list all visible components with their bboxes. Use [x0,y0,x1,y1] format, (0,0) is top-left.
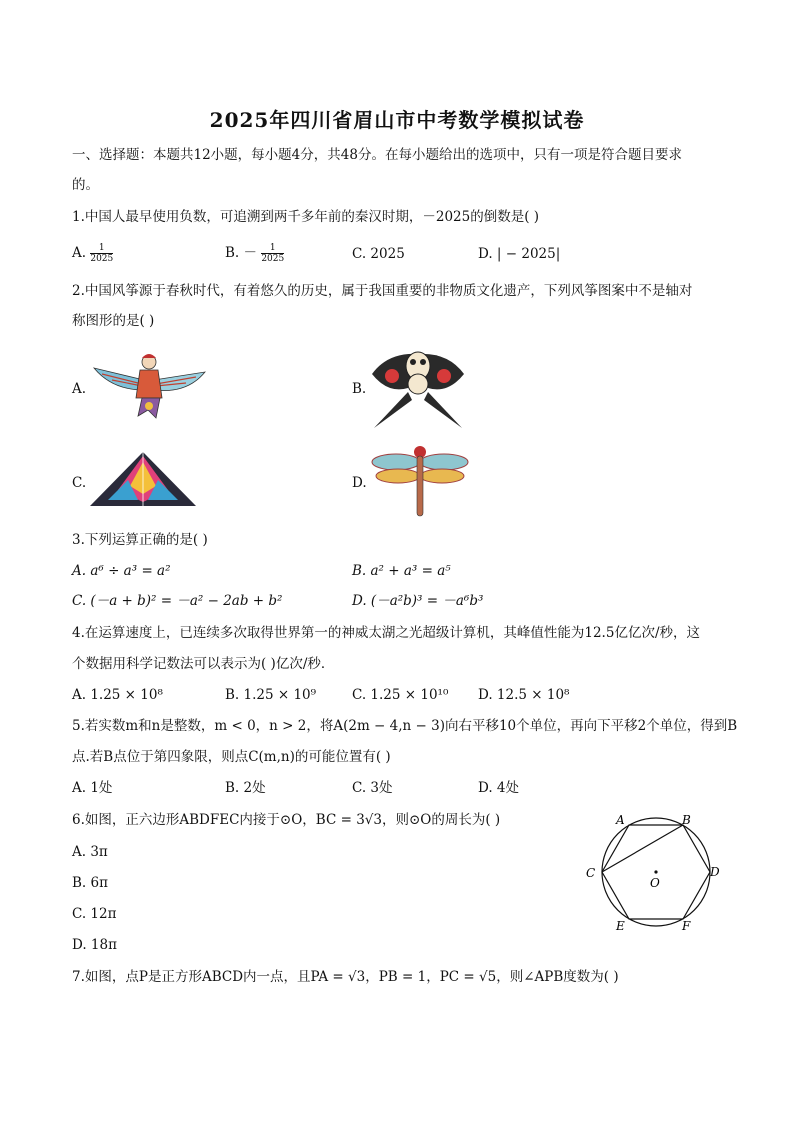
kite-figure-b-image [368,344,468,432]
q1-option-b-fraction [261,243,284,264]
q1-option-a [72,243,113,264]
q4-option-c: C. 1.25 × 10¹⁰ [352,687,449,703]
center-point [654,870,657,873]
section-instruction-line1: 一、选择题：本题共12小题，每小题4分，共48分。在每小题给出的选项中，只有一项是符合题目要求 [72,147,682,163]
q1-option-a-label: A. [72,245,87,261]
q1-a-denominator: 2025 [90,254,114,264]
q1-option-d: D. | − 2025| [478,246,561,262]
q4-stem-line1: 4.在运算速度上，已连续多次取得世界第一的神威太湖之光超级计算机，其峰值性能为12.5亿亿次/秒，这 [72,625,700,641]
kite-figure-c-image [88,450,198,510]
q2-option-a-label: A. [72,381,87,397]
q4-option-b: B. 1.25 × 10⁹ [225,687,317,703]
label-o: O [650,876,660,890]
q3-stem: 3.下列运算正确的是( ) [72,532,208,548]
q6-option-b: B. 6π [72,875,108,891]
q1-b-numerator: 1 [261,243,284,254]
q1-a-numerator: 1 [90,243,113,254]
q5-option-d: D. 4处 [478,780,520,796]
q4-option-d: D. 12.5 × 10⁸ [478,687,570,703]
q1-option-c: C. 2025 [352,246,405,262]
label-c: C [586,866,596,880]
q2-option-d-label: D. [352,475,367,491]
q2-option-c-label: C. [72,475,87,491]
q5-stem-line1: 5.若实数m和n是整数，m < 0，n > 2，将A(2m − 4,n − 3)向右平移10个单位，再向下平移2个单位，得到B [72,718,738,734]
q2-stem-line1: 2.中国风筝源于春秋时代，有着悠久的历史，属于我国重要的非物质文化遗产，下列风筝图案中不是轴对 [72,283,693,299]
q3-option-d: D. (－a²b)³ = －a⁶b³ [352,593,484,609]
q6-option-a: A. 3π [72,844,108,860]
label-f: F [682,919,691,933]
q7-stem: 7.如图，点P是正方形ABCD内一点，且PA = √3，PB = 1，PC = √5，则∠APB度数为( ) [72,969,619,985]
hexagon-circle-figure [584,808,724,936]
label-e: E [616,919,625,933]
q5-option-a: A. 1处 [72,780,113,796]
q4-option-a: A. 1.25 × 10⁸ [72,687,163,703]
segment-bc [602,825,683,872]
page-title: 2025年四川省眉山市中考数学模拟试卷 [209,108,585,132]
q5-option-b: B. 2处 [225,780,266,796]
q4-stem-line2: 个数据用科学记数法可以表示为( )亿次/秒． [72,656,335,672]
q1-option-a-fraction [90,243,113,264]
q3-option-a: A. a⁶ ÷ a³ = a² [72,563,171,579]
q1-stem: 1.中国人最早使用负数，可追溯到两千多年前的秦汉时期，－2025的倒数是( ) [72,209,540,225]
kite-figure-d-image [370,444,470,518]
section-instruction-line2: 的。 [72,177,99,193]
q3-option-b: B. a² + a³ = a⁵ [352,563,451,579]
q2-option-b-label: B. [352,381,367,397]
q1-b-denominator: 2025 [261,254,285,264]
q1-option-b-label: B. [225,245,240,261]
q6-option-c: C. 12π [72,906,117,922]
q5-stem-line2: 点.若B点位于第四象限，则点C(m,n)的可能位置有( ) [72,749,391,765]
label-b: B [682,813,691,827]
q2-stem-line2: 称图形的是( ) [72,313,155,329]
kite-figure-a-image [92,350,207,420]
q5-option-c: C. 3处 [352,780,393,796]
q6-stem: 6.如图，正六边形ABDFEC内接于⊙O，BC = 3√3，则⊙O的周长为( ) [72,812,501,828]
label-a: A [616,813,625,827]
q6-option-d: D. 18π [72,937,117,953]
q1-option-b [225,243,284,264]
q1-option-b-sign: － [243,245,258,261]
label-d: D [710,865,720,879]
q3-option-c: C. (－a + b)² = －a² − 2ab + b² [72,593,283,609]
